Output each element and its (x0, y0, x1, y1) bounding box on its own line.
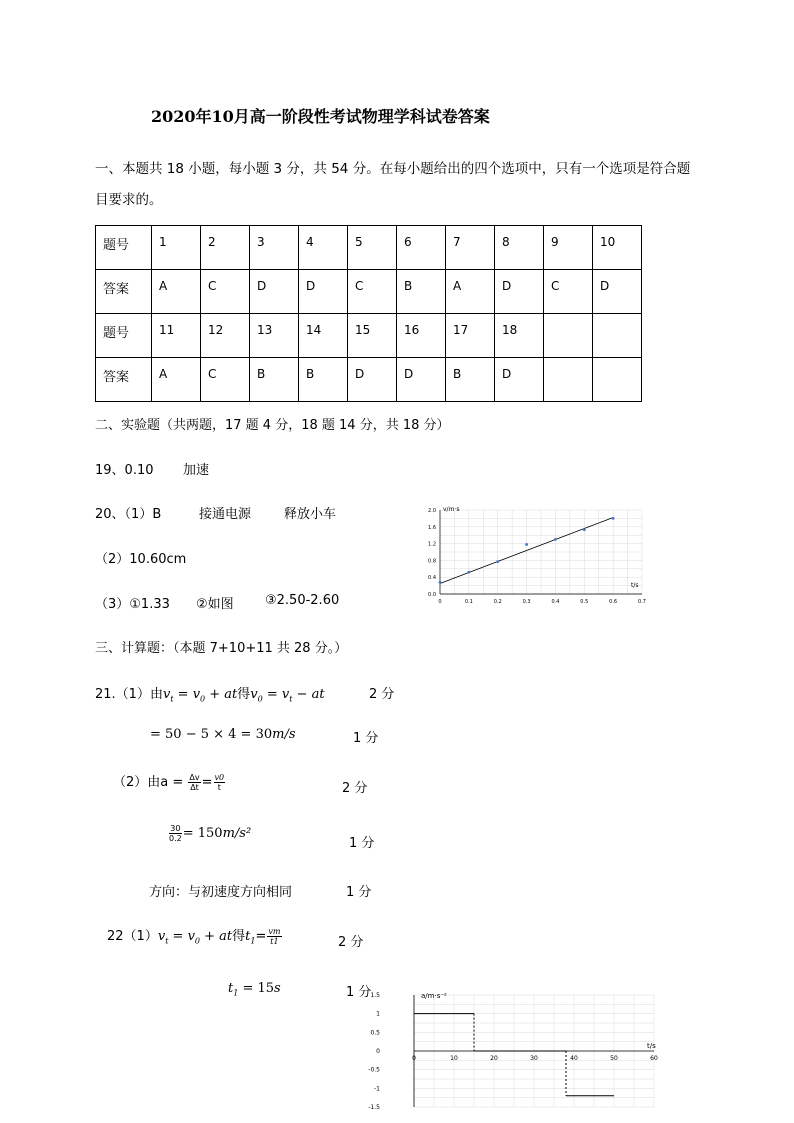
q21-1-eq-mid: = v (173, 687, 201, 702)
table-cell: D (495, 358, 544, 402)
q21-2-frac1 (188, 773, 200, 792)
table-cell: B (397, 270, 446, 314)
q21-2-score: 2 分 (342, 781, 368, 796)
chart2-ylabel: a/m·s⁻² (421, 992, 447, 1000)
q20-1-answer-b: 释放小车 (284, 507, 337, 522)
chart2-x-tick-label: 50 (610, 1055, 618, 1062)
q21-1b-line (150, 727, 296, 742)
q20-3-answer-c: ③2.50-2.60 (265, 593, 340, 608)
question-row-1 (96, 226, 642, 270)
chart1-data-point (525, 543, 528, 546)
q20-1-prefix: 20、（1）B (95, 507, 162, 522)
q21-1-eq-at: + at (205, 687, 238, 702)
page-title: 2020年10月高一阶段性考试物理学科试卷答案 (151, 107, 490, 126)
table-cell: 12 (201, 314, 250, 358)
answer-row-2 (96, 270, 642, 314)
q22-frac-num: vm (268, 927, 281, 936)
q22-de: 得 (232, 929, 246, 944)
section1-intro-line1: 一、本题共 18 小题，每小题 3 分，共 54 分。在每小题给出的四个选项中，只有一个选项是符合题 (95, 161, 691, 177)
chart1-xlabel: t/s (631, 582, 639, 589)
q19-number: 19、0.10 (95, 463, 154, 478)
table-cell: D (397, 358, 446, 402)
chart1-data-point (583, 528, 586, 531)
q21-2b-num: 30 (170, 824, 181, 833)
table-cell: 11 (152, 314, 201, 358)
chart1-x-tick-label: 0.5 (580, 599, 589, 605)
q22-result-line: $t_1 = 15s$ (228, 981, 281, 998)
velocity-time-chart (418, 502, 653, 610)
q21-1b-expr: = 50 − 5 × 4 = 30 (150, 727, 273, 742)
table-row-label: 题号 (96, 314, 152, 358)
chart1-ylabel: v/m·s (443, 506, 460, 513)
q21-1-eq2-tail: − at (292, 687, 325, 702)
table-cell: 9 (544, 226, 593, 270)
q21-1-sub-t: t (170, 694, 174, 704)
table-cell: 3 (250, 226, 299, 270)
acceleration-time-chart (366, 988, 660, 1114)
q21-2-num1: Δv (189, 773, 200, 782)
table-cell: 8 (495, 226, 544, 270)
chart1-data-point (439, 581, 442, 584)
section3-heading: 三、计算题：（本题 7+10+11 共 28 分。） (95, 641, 348, 656)
chart2-y-tick-label: -0.5 (368, 1066, 380, 1074)
table-cell: 7 (446, 226, 495, 270)
chart1-y-tick-label: 0.8 (428, 558, 436, 565)
table-cell: D (250, 270, 299, 314)
table-cell: A (446, 270, 495, 314)
q21-1-eq2-v: v (250, 687, 258, 702)
chart2-x-tick-label: 10 (450, 1055, 458, 1062)
table-cell: 2 (201, 226, 250, 270)
q21-2-num2: v0 (214, 773, 225, 782)
table-cell: C (201, 358, 250, 402)
chart1-x-tick-label: 0.4 (551, 599, 560, 605)
table-cell: B (446, 358, 495, 402)
table-cell: 13 (250, 314, 299, 358)
table-cell: D (348, 358, 397, 402)
chart1-y-tick-label: 0.0 (428, 592, 436, 598)
chart2-x-tick-label: 0 (412, 1055, 416, 1062)
table-cell: A (152, 270, 201, 314)
q21-2-den1: Δt (190, 783, 199, 792)
chart1-x-tick-label: 0 (438, 599, 442, 605)
q21-1-prefix: 21.（1）由 (95, 687, 163, 702)
table-cell: 16 (397, 314, 446, 358)
q21-2b-line (168, 824, 251, 843)
chart1-x-tick-label: 0.7 (638, 599, 646, 605)
chart1-y-tick-label: 1.6 (428, 524, 436, 531)
question-row-3 (96, 314, 642, 358)
table-row-label: 答案 (96, 358, 152, 402)
chart2-y-tick-label: 1.5 (370, 992, 380, 999)
chart1-data-point (612, 517, 615, 520)
chart1-x-tick-label: 0.6 (609, 599, 618, 605)
q21-2b-unit: m/s² (222, 826, 252, 841)
table-row-label: 答案 (96, 270, 152, 314)
chart2-y-tick-label: -1 (374, 1085, 380, 1093)
q21-2-den2: t (217, 783, 221, 792)
q20-3-prefix: （3）①1.33 (95, 597, 170, 612)
table-cell (593, 314, 642, 358)
answer-row-4 (96, 358, 642, 402)
q21-1b-score: 1 分 (353, 731, 379, 746)
table-cell: C (544, 270, 593, 314)
q21-1-line (95, 683, 325, 704)
table-cell (544, 358, 593, 402)
chart1-y-tick-label: 0.4 (428, 575, 436, 582)
chart1-x-tick-label: 0.1 (464, 599, 473, 605)
section1-intro-line2: 目要求的。 (95, 192, 163, 208)
q22-prefix: 22（1） (107, 929, 158, 944)
q22-sub-0: 0 (194, 936, 201, 946)
q21-2b-score: 1 分 (349, 836, 375, 851)
q22-t1: t (245, 929, 251, 944)
chart1-data-point (554, 538, 557, 541)
chart2-y-tick-label: 1 (376, 1010, 380, 1018)
table-cell: 6 (397, 226, 446, 270)
table-cell: 18 (495, 314, 544, 358)
q22-eq-mid: = v (168, 929, 195, 944)
chart1-data-point (467, 571, 470, 574)
table-cell: C (201, 270, 250, 314)
table-cell: C (348, 270, 397, 314)
table-cell: 4 (299, 226, 348, 270)
section2-heading: 二、实验题（共两题，17 题 4 分，18 题 14 分，共 18 分） (95, 418, 450, 433)
q21-1-eq2-rest: = v (262, 687, 290, 702)
chart2-xlabel: t/s (647, 1042, 656, 1050)
chart1-x-tick-label: 0.2 (493, 599, 502, 605)
q21-direction: 方向：与初速度方向相同 (149, 885, 293, 900)
q21-1b-unit: m/s (272, 727, 296, 742)
q21-1-de: 得 (237, 687, 251, 702)
table-cell: A (152, 358, 201, 402)
q22-sub-t: t (165, 936, 169, 946)
q22-eq-at: + at (200, 929, 233, 944)
chart2-x-tick-label: 20 (490, 1055, 498, 1062)
q21-2b-rest: = 150 (182, 826, 223, 841)
table-cell: 5 (348, 226, 397, 270)
table-cell: 1 (152, 226, 201, 270)
q20-3-answer-b: ②如图 (196, 597, 234, 612)
chart2-x-tick-label: 60 (650, 1055, 658, 1062)
table-cell: 10 (593, 226, 642, 270)
q19-answer: 加速 (183, 463, 210, 478)
table-cell (544, 314, 593, 358)
answer-table (95, 225, 642, 402)
q22-frac (267, 927, 281, 946)
chart2-y-tick-label: 0.5 (370, 1029, 380, 1037)
table-cell (593, 358, 642, 402)
q21-2-prefix: （2）由a = (113, 775, 184, 790)
table-cell: B (299, 358, 348, 402)
q22-result-rest: = 15 (238, 981, 275, 996)
table-row-label: 题号 (96, 226, 152, 270)
q21-1-eq-v: v (162, 687, 171, 702)
q21-direction-score: 1 分 (346, 885, 372, 900)
q21-2b-den: 0.2 (169, 834, 182, 843)
q22-line: $22(1)v_t = v_0$ + at得$t_1=$ $\frac{vm}{t1}$ (107, 927, 281, 946)
chart1-y-tick-label: 1.2 (428, 541, 436, 548)
q21-1-eq2-sub0: 0 (257, 694, 263, 704)
chart1-x-tick-label: 0.3 (522, 599, 531, 605)
table-cell: D (495, 270, 544, 314)
q22-eq-v: v (157, 929, 166, 944)
chart2-y-tick-label: 0 (376, 1048, 380, 1055)
table-cell: B (250, 358, 299, 402)
table-cell: D (299, 270, 348, 314)
q22-result-unit: s (274, 981, 281, 996)
q21-2-frac2 (214, 773, 226, 792)
q21-1-eq2-subt: t (289, 694, 293, 704)
table-cell: 14 (299, 314, 348, 358)
chart1-y-tick-label: 2.0 (428, 508, 436, 514)
table-cell: D (593, 270, 642, 314)
chart1-data-point (496, 560, 499, 563)
q21-1-score: 2 分 (369, 687, 395, 702)
chart2-y-tick-label: -1.5 (368, 1104, 380, 1111)
chart2-x-tick-label: 30 (530, 1055, 538, 1062)
q22-result-score: 1 分 (346, 985, 372, 1000)
q21-1-sub-0: 0 (200, 694, 206, 704)
table-cell: 15 (348, 314, 397, 358)
q20-2-answer: （2）10.60cm (95, 552, 187, 567)
chart2-x-tick-label: 40 (570, 1055, 578, 1062)
q20-1-answer-a: 接通电源 (199, 507, 252, 522)
table-cell: 17 (446, 314, 495, 358)
q22-result-t: t (228, 981, 234, 996)
q21-2-line: （2）由a = $\frac{\Delta v}{\Delta t}$ = $\frac{v0}{t}$ (113, 773, 225, 792)
q21-2b-frac (169, 824, 182, 843)
q22-frac-den: t1 (270, 937, 279, 946)
q22-score: 2 分 (338, 935, 364, 950)
